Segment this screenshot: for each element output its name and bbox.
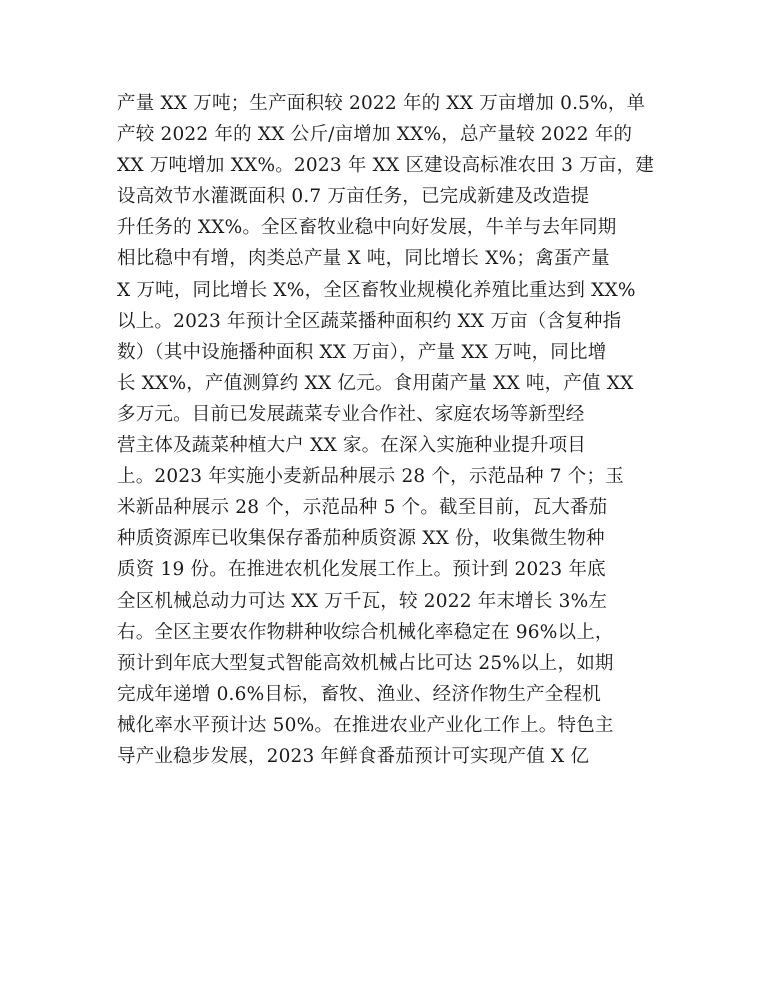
- text-line: X 万吨，同比增长 X%，全区畜牧业规模化养殖比重达到 XX%: [117, 279, 636, 301]
- text-line: 升任务的 XX%。全区畜牧业稳中向好发展，牛羊与去年同期: [117, 217, 617, 239]
- text-line: 预计到年底大型复式智能高效机械占比可达 25%以上，如期: [117, 652, 614, 674]
- text-line: 导产业稳步发展，2023 年鲜食番茄预计可实现产值 X 亿: [117, 745, 590, 767]
- text-line: 多万元。目前已发展蔬菜专业合作社、家庭农场等新型经: [117, 403, 585, 425]
- text-line: 种质资源库已收集保存番茄种质资源 XX 份，收集微生物种: [117, 528, 605, 550]
- text-line: 质资 19 份。在推进农机化发展工作上。预计到 2023 年底: [117, 559, 606, 581]
- text-line: 设高效节水灌溉面积 0.7 万亩任务，已完成新建及改造提: [117, 186, 590, 208]
- text-line: 产较 2022 年的 XX 公斤/亩增加 XX%，总产量较 2022 年的: [117, 124, 633, 146]
- text-line: 数）（其中设施播种面积 XX 万亩），产量 XX 万吨，同比增: [117, 341, 607, 363]
- body-paragraph: [117, 88, 662, 772]
- text-line: 全区机械总动力可达 XX 万千瓦，较 2022 年末增长 3%左: [117, 590, 608, 612]
- text-line: 完成年递增 0.6%目标，畜牧、渔业、经济作物生产全程机: [117, 683, 601, 705]
- text-line: 械化率水平预计达 50%。在推进农业产业化工作上。特色主: [117, 714, 614, 736]
- text-line: XX 万吨增加 XX%。2023 年 XX 区建设高标准农田 3 万亩，建: [117, 155, 655, 177]
- text-line: 长 XX%，产值测算约 XX 亿元。食用菌产量 XX 吨，产值 XX: [117, 372, 634, 394]
- text-line: 米新品种展示 28 个，示范品种 5 个。截至目前，瓦大番茄: [117, 497, 608, 519]
- text-line: 营主体及蔬菜种植大户 XX 家。在深入实施种业提升项目: [117, 435, 587, 457]
- text-line: 上。2023 年实施小麦新品种展示 28 个，示范品种 7 个；玉: [117, 466, 624, 488]
- text-line: 以上。2023 年预计全区蔬菜播种面积约 XX 万亩（含复种指: [117, 310, 622, 332]
- text-line: 产量 XX 万吨；生产面积较 2022 年的 XX 万亩增加 0.5%，单: [117, 93, 646, 114]
- text-line: 相比稳中有增，肉类总产量 X 吨，同比增长 X%；禽蛋产量: [117, 248, 610, 270]
- text-line: 右。全区主要农作物耕种收综合机械化率稳定在 96%以上，: [117, 621, 614, 643]
